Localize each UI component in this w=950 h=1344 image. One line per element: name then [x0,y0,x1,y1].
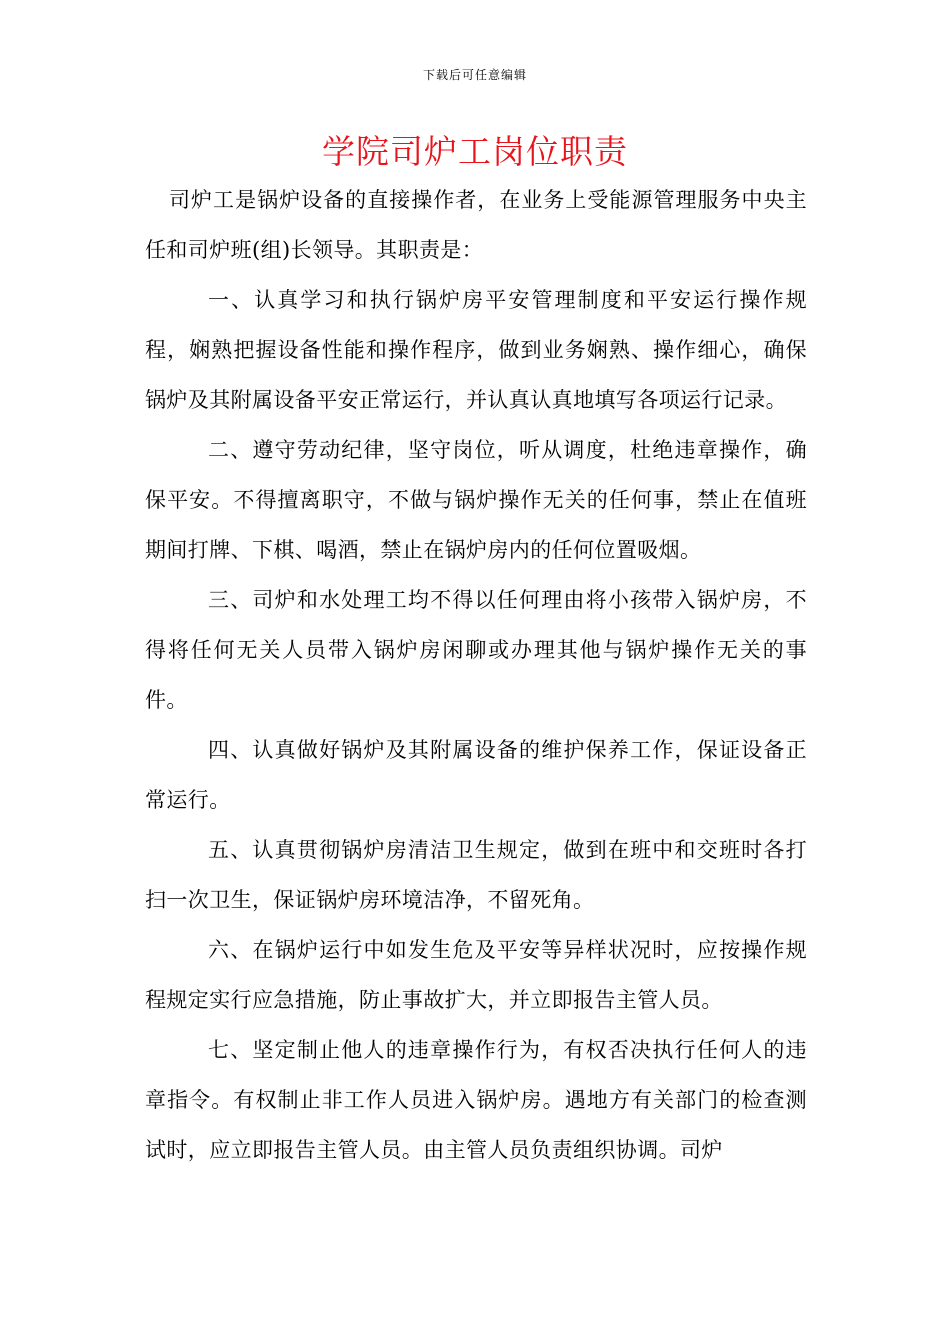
intro-paragraph: 司炉工是锅炉设备的直接操作者，在业务上受能源管理服务中央主任和司炉班(组)长领导。其职责是： [145,188,807,262]
duty-item-4: 四、认真做好锅炉及其附属设备的维护保养工作，保证设备正常运行。 [145,738,807,812]
document-title: 学院司炉工岗位职责 [322,132,628,171]
duty-item-1: 一、认真学习和执行锅炉房平安管理制度和平安运行操作规程，娴熟把握设备性能和操作程序，做到业务娴熟、操作细心，确保锅炉及其附属设备平安正常运行，并认真认真地填写各项运行记录。 [145,288,807,412]
document-body [145,175,807,1175]
duty-item-3: 三、司炉和水处理工均不得以任何理由将小孩带入锅炉房，不得将任何无关人员带入锅炉房闲聊或办理其他与锅炉操作无关的事件。 [145,588,807,712]
duty-item-5: 五、认真贯彻锅炉房清洁卫生规定，做到在班中和交班时各打扫一次卫生，保证锅炉房环境洁净，不留死角。 [145,838,807,912]
header-note: 下载后可任意编辑 [422,68,527,82]
duty-item-6: 六、在锅炉运行中如发生危及平安等异样状况时，应按操作规程规定实行应急措施，防止事故扩大，并立即报告主管人员。 [145,938,807,1012]
duty-item-2: 二、遵守劳动纪律，坚守岗位，听从调度，杜绝违章操作，确保平安。不得擅离职守，不做与锅炉操作无关的任何事，禁止在值班期间打牌、下棋、喝酒，禁止在锅炉房内的任何位置吸烟。 [145,438,807,562]
duty-item-7: 七、坚定制止他人的违章操作行为，有权否决执行任何人的违章指令。有权制止非工作人员进入锅炉房。遇地方有关部门的检查测试时，应立即报告主管人员。由主管人员负责组织协调。司炉 [145,1038,807,1162]
